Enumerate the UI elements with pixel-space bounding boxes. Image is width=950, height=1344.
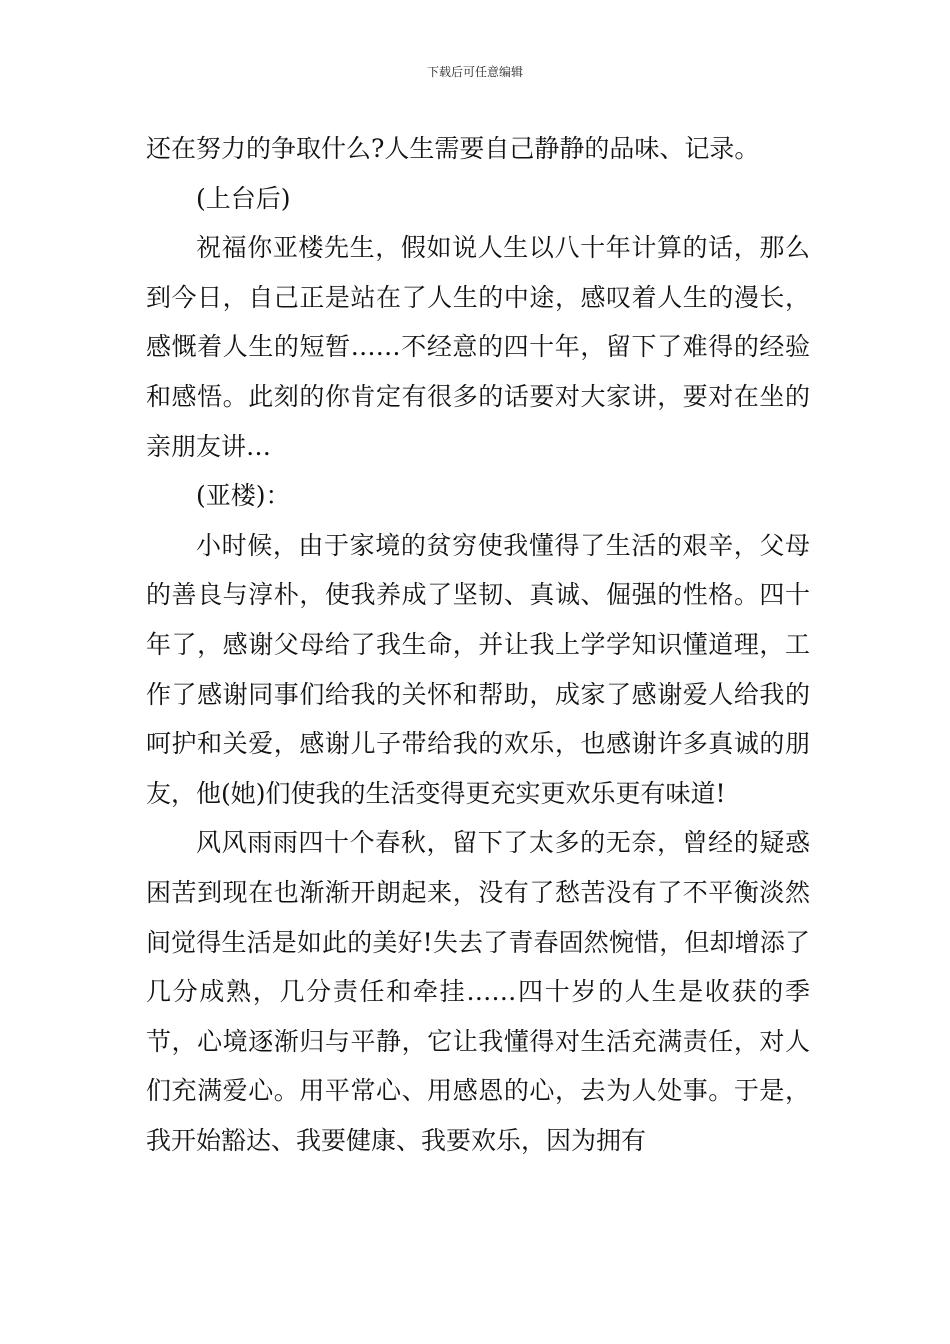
paragraph-opening-line: 还在努力的争取什么?人生需要自己静静的品味、记录。 (146, 134, 760, 163)
document-body (146, 124, 810, 1165)
paragraph-host-blessing: 祝福你亚楼先生，假如说人生以八十年计算的话，那么到今日，自己正是站在了人生的中途，感叹着人生的漫长，感慨着人生的短暂……不经意的四十年，留下了难得的经验和感悟。此刻的你肯定有很多的话要对大家讲，要对在坐的亲朋友讲… (146, 233, 810, 461)
paragraph-speaker-label: (亚楼)： (196, 481, 291, 511)
paragraph-stage-direction-on-stage: (上台后) (196, 183, 291, 213)
paragraph-forty-years-reflection: 风风雨雨四十个春秋，留下了太多的无奈，曾经的疑惑困苦到现在也渐渐开朗起来，没有了愁苦没有了不平衡淡然间觉得生活是如此的美好!失去了青春固然惋惜，但却增添了几分成熟，几分责任和牵挂……四十岁的人生是收获的季节，心境逐渐归与平静，它让我懂得对生活充满责任，对人们充满爱心。用平常心、用感恩的心，去为人处事。于是，我开始豁达、我要健康、我要欢乐，因为拥有 (146, 828, 810, 1155)
paragraph-childhood-gratitude: 小时候，由于家境的贫穷使我懂得了生活的艰辛，父母的善良与淳朴，使我养成了坚韧、真诚、倔强的性格。四十年了，感谢父母给了我生命，并让我上学学知识懂道理，工作了感谢同事们给我的关怀和帮助，成家了感谢爱人给我的呵护和关爱，感谢儿子带给我的欢乐，也感谢许多真诚的朋友，他(她)们使我的生活变得更充实更欢乐更有味道! (146, 530, 810, 808)
page-header: 下载后可任意编辑 (426, 65, 523, 79)
